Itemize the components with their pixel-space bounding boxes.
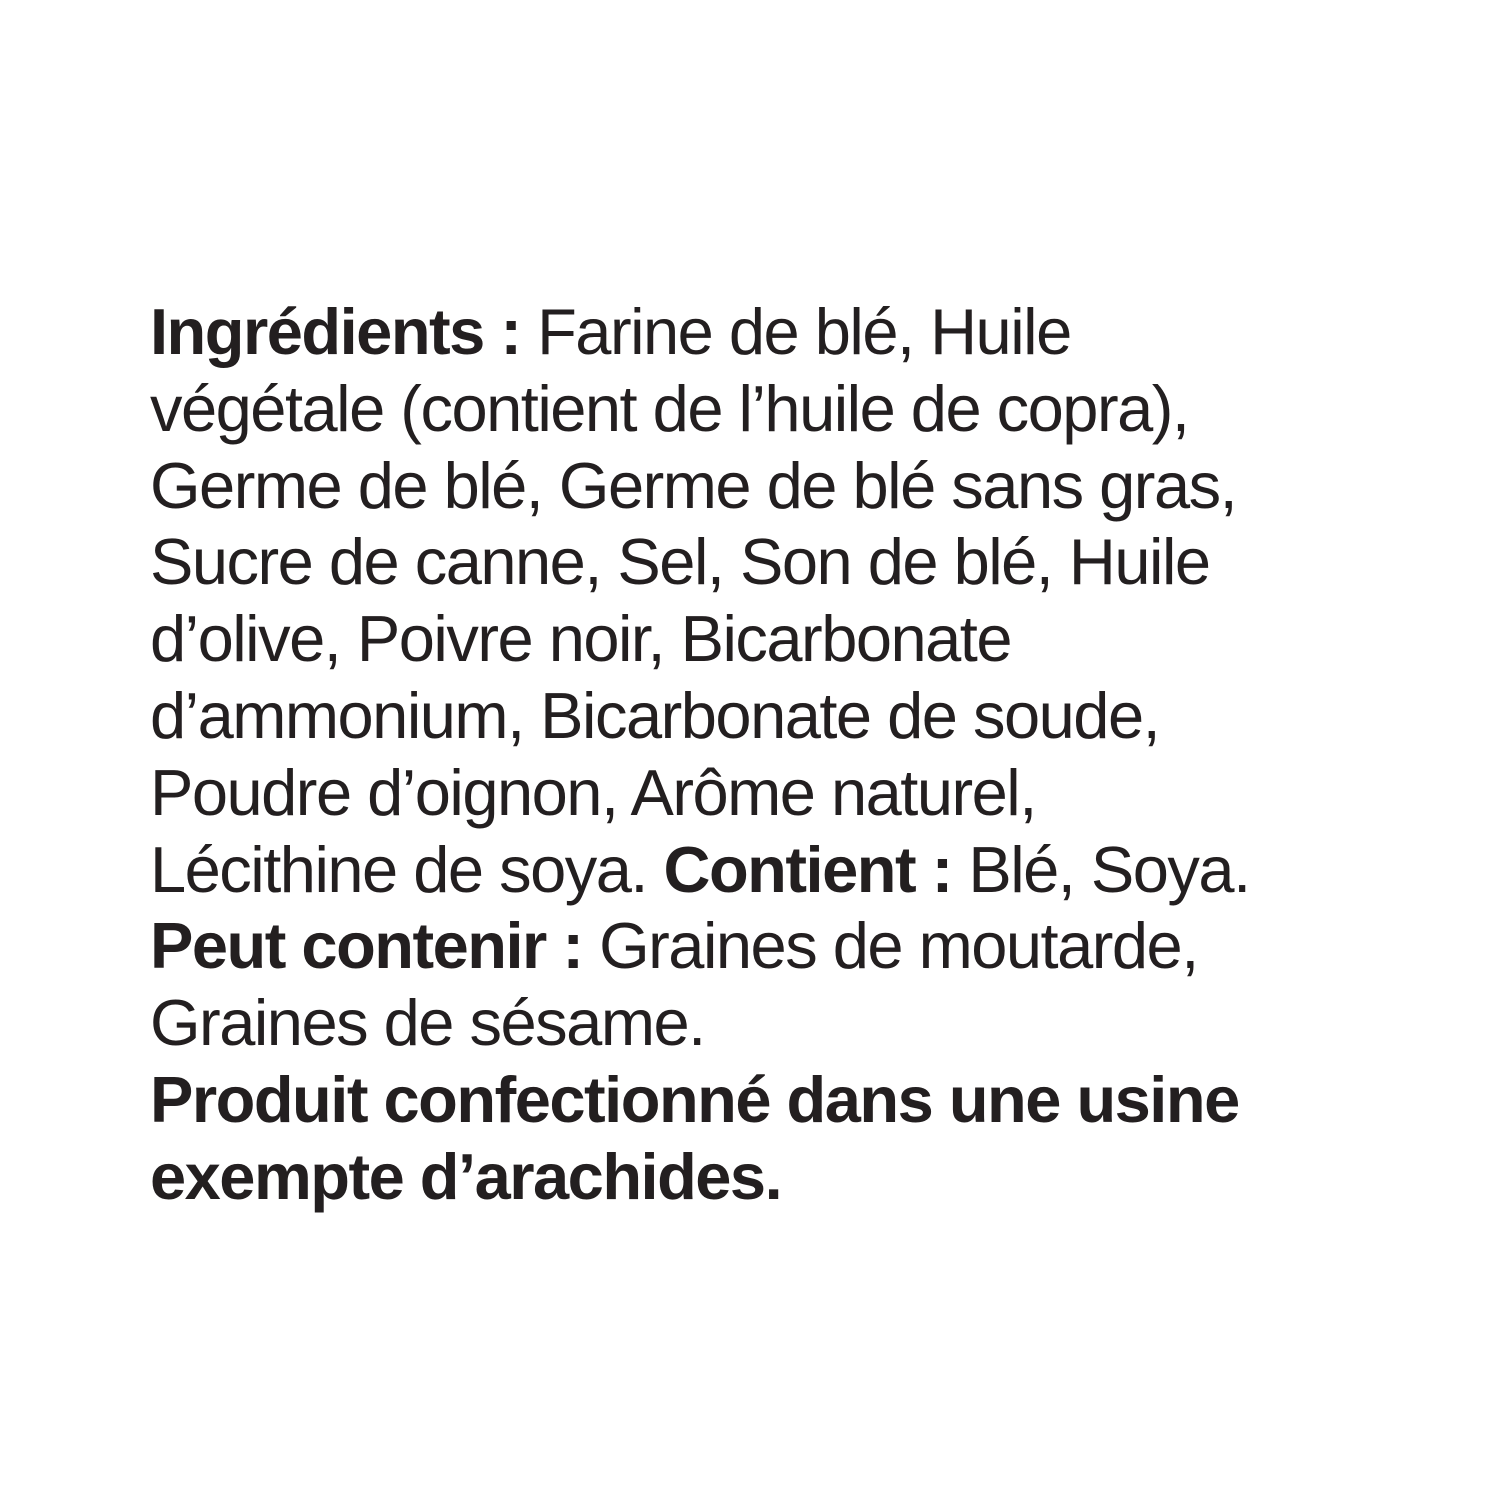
label-line xyxy=(150,371,1410,448)
label-line xyxy=(150,601,1410,678)
label-line xyxy=(150,678,1410,755)
may-contain-text: Graines de moutarde, xyxy=(599,909,1198,983)
facility-statement: Produit confectionné dans une usine xyxy=(150,1062,1239,1136)
contains-text: Blé, Soya. xyxy=(968,832,1250,906)
ingredient-text: d’olive, Poivre noir, Bicarbonate xyxy=(150,602,1012,676)
label-line xyxy=(150,1062,1410,1139)
ingredients-heading: Ingrédients : xyxy=(150,295,538,368)
ingredient-text: Sucre de canne, Sel, Son de blé, Huile xyxy=(150,525,1210,599)
label-line xyxy=(150,524,1410,601)
ingredient-text: Lécithine de soya. xyxy=(150,832,664,906)
contains-heading: Contient : xyxy=(663,832,969,906)
label-line xyxy=(150,832,1410,909)
label-line xyxy=(150,755,1410,832)
label-line xyxy=(150,1139,1410,1216)
may-contain-heading: Peut contenir : xyxy=(150,909,600,983)
label-line xyxy=(150,294,1410,371)
ingredient-text: Germe de blé, Germe de blé sans gras, xyxy=(150,448,1237,522)
ingredients-label xyxy=(150,294,1410,1216)
ingredient-text: Poudre d’oignon, Arôme naturel, xyxy=(150,755,1036,829)
ingredient-text: végétale (contient de l’huile de copra), xyxy=(150,371,1189,445)
facility-statement: exempte d’arachides. xyxy=(150,1139,782,1213)
label-line xyxy=(150,908,1410,985)
ingredient-text: Farine de blé, Huile xyxy=(537,295,1071,368)
ingredient-text: d’ammonium, Bicarbonate de soude, xyxy=(150,678,1160,752)
label-line xyxy=(150,985,1410,1062)
label-line xyxy=(150,448,1410,525)
may-contain-text: Graines de sésame. xyxy=(150,986,705,1060)
